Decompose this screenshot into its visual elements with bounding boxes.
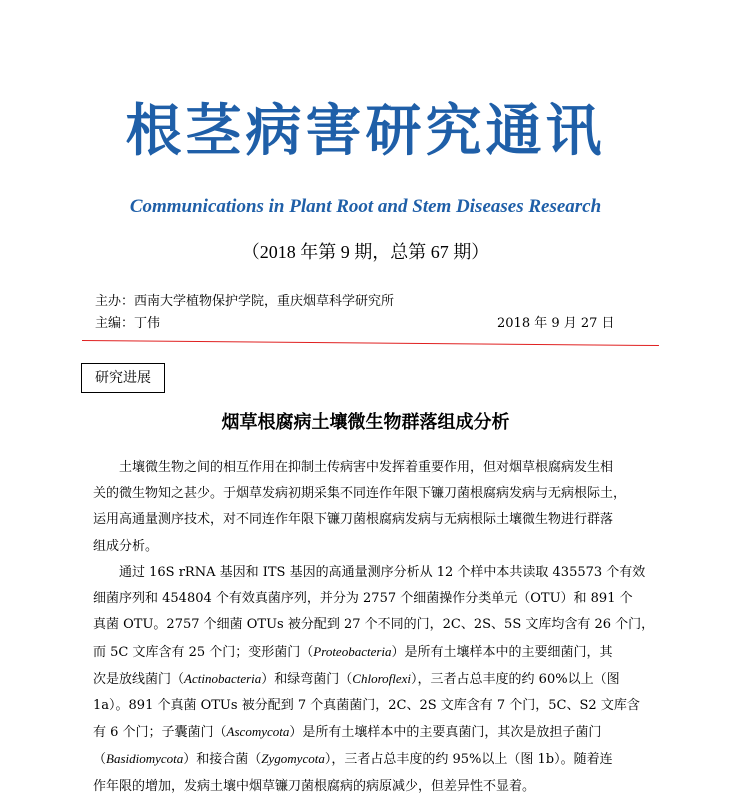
- p2-line: [93, 746, 643, 773]
- taxon-ascomycota: Ascomycota: [226, 724, 290, 740]
- section-label: 研究进展: [81, 363, 165, 393]
- sponsor-line: 主办：西南大学植物保护学院，重庆烟草科学研究所: [95, 294, 395, 309]
- p2-line: 细菌序列和 454804 个有效真菌序列，并分为 2757 个细菌操作分类单元（OTU）和 891 个: [93, 591, 633, 607]
- p2-line: [93, 666, 643, 693]
- header-divider: [82, 340, 659, 346]
- p2-line: 通过 16S rRNA 基因和 ITS 基因的高通量测序分析从 12 个样中本共读取 435573 个有效: [119, 565, 646, 580]
- paragraph-2: [93, 560, 655, 800]
- p2-line: 作年限的增加，发病土壤中烟草镰刀菌根腐病的病原减少，但差异性不显着。: [93, 778, 536, 794]
- p2-text: ），三者占总丰度的约 60%以上（图: [411, 671, 620, 687]
- taxon-basidiomycota: Basidiomycota: [106, 751, 184, 767]
- journal-title: 根茎病害研究通讯: [125, 98, 606, 164]
- p1-line: 土壤微生物之间的相互作用在抑制土传病害中发挥着重要作用，但对烟草根腐病发生相: [119, 460, 614, 475]
- p1-line: 组成分析。: [93, 538, 159, 554]
- p2-text: 而 5C 文库含有 25 个门；变形菌门（: [93, 644, 314, 660]
- p2-text: 有 6 个门；子囊菌门（: [93, 725, 227, 741]
- p2-text: ）和接合菌（: [183, 752, 262, 768]
- p2-text: ）和绿弯菌门（: [261, 671, 353, 687]
- p2-text: ）是所有土壤样本中的主要细菌门，其: [391, 644, 613, 660]
- paragraph-1: [93, 455, 643, 560]
- taxon-chloroflexi: Chloroflexi: [352, 670, 412, 686]
- taxon-zygomycota: Zygomycota: [261, 751, 325, 767]
- p2-text: 次是放线菌门（: [93, 671, 185, 687]
- p1-line: 关的微生物知之甚少。于烟草发病初期采集不同连作年限下镰刀菌根腐病发病与无病根际土，: [93, 486, 627, 502]
- p2-text: ）是所有土壤样本中的主要真菌门，其次是放担子菌门: [289, 725, 602, 741]
- p2-line: 真菌 OTU。2757 个细菌 OTUs 被分配到 27 个不同的门，2C、2S、5S 文库均含有 26 个门，: [93, 617, 655, 633]
- p2-line: 1a）。891 个真菌 OTUs 被分配到 7 个真菌菌门，2C、2S 文库含有 7 个门，5C、S2 文库含: [93, 698, 640, 714]
- article-title: 烟草根腐病土壤微生物群落组成分析: [221, 412, 510, 433]
- taxon-actinobacteria: Actinobacteria: [184, 670, 262, 686]
- issue-number: （2018 年第 9 期，总第 67 期）: [241, 242, 490, 262]
- p2-text: ），三者占总丰度的约 95%以上（图 1b）。随着连: [324, 752, 613, 768]
- publish-date: 2018 年 9 月 27 日: [497, 316, 615, 331]
- p2-text: （: [93, 752, 107, 768]
- editor-line: 主编：丁伟: [95, 316, 161, 331]
- taxon-proteobacteria: Proteobacteria: [313, 643, 392, 659]
- p2-line: [93, 719, 643, 746]
- p1-line: 运用高通量测序技术，对不同连作年限下镰刀菌根腐病发病与无病根际土壤微生物进行群落: [93, 512, 614, 528]
- journal-english-title: Communications in Plant Root and Stem Diseases Research: [129, 196, 602, 217]
- p2-line: [93, 639, 643, 666]
